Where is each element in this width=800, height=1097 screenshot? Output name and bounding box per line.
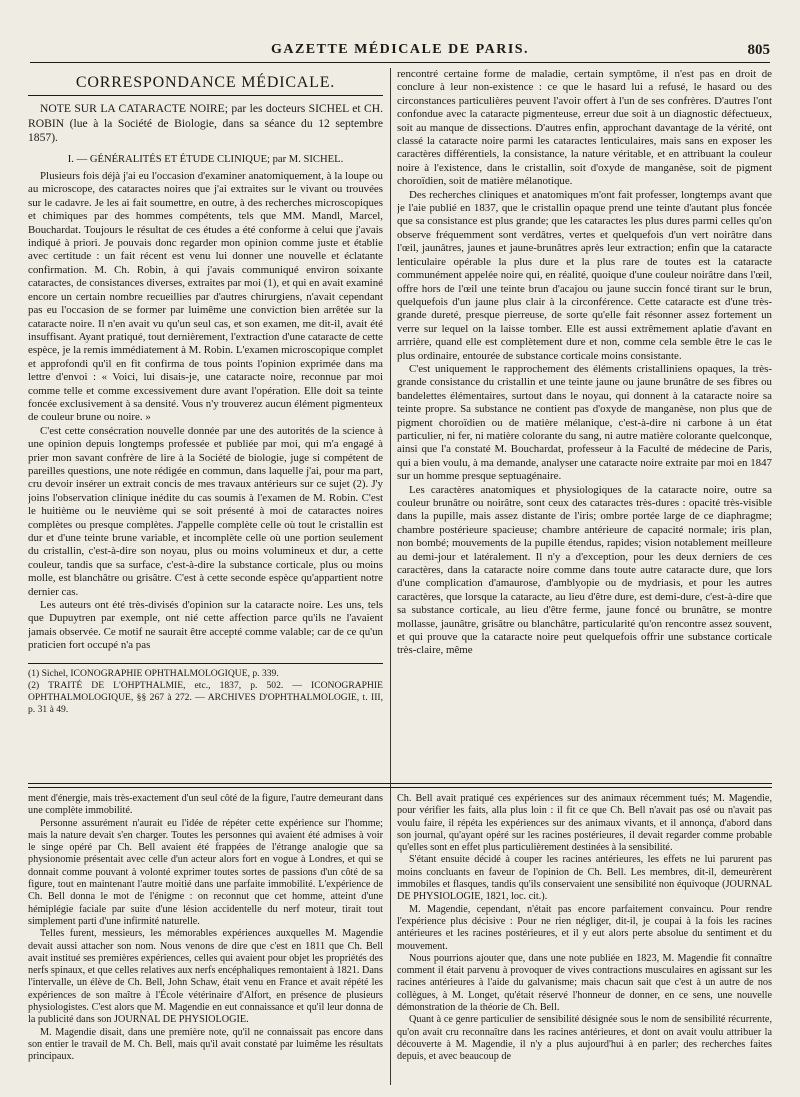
footnote: (2) TRAITÉ DE L'OHPTHALMIE, etc., 1837, p. 502. — ICONOGRAPHIE OPHTHALMOLOGIQUE, §§ 267 à 272. — ARCHIVES D'OPHTHALMOLOGIE, t. III, p. 31 à 49. xyxy=(28,679,383,715)
subheading: I. — GÉNÉRALITÉS ET ÉTUDE CLINIQUE; par M. SICHEL. xyxy=(67,153,344,165)
paragraph: ment d'énergie, mais très-exactement d'un seul côté de la figure, l'autre demeurant dans une complète immobilité. xyxy=(28,793,383,817)
paragraph: rencontré certaine forme de maladie, certain symptôme, il n'est pas en droit de conclure à leur non-existence : ce que le hasard lui a refusé, le hasard ou des circonstances particulières peuvent l'avoir offert à l'un de ses confrères. D'autres l'ont confondue avec la cataracte pigmenteuse, erreur due soit à un diagnostic défectueux, soit au manque de dissections. D'autres enfin, approchant davantage de la vérité, ont classé la cataracte noire parmi les cataractes lenticulaires, mais sans en exposer les caractères différentiels, la consistance, la nature véritable, et en attribuant la couleur noire à l'existence, dans le cristallin, soit d'oxyde de manganèse, soit de pigment choroïdien, soit de matière mélanotique. xyxy=(397,68,772,188)
page-number: 805 xyxy=(747,42,770,58)
section-divider xyxy=(28,783,772,788)
paragraph: Les caractères anatomiques et physiologiques de la cataracte noire, outre sa couleur brunâtre ou noirâtre, sont ceux des cataractes très-dures : opacité très-visible dans la pupille, mais assez distante de l'iris; ombre portée large de ce diaphragme; chambre postérieure spacieuse; chambre antérieure de capacité normale; iris plan, non bombé; mouvements de la pupille étendus, rapides; vision notablement meilleure au demi-jour et latéralement. Il n'y a d'exception, pour les deux derniers de ces caractères, dans la cataracte noire comme dans toute autre cataracte dure, que lors d'une complication d'amaurose, d'amblyopie ou de mydriasis, et pour les autres caractères, que lorsque la cataracte, au lieu d'être dure, est demi-dure, c'est-à-dire que sa substance corticale, au lieu d'être ferme, jaune foncé ou brunâtre, se montre mollasse, jaunâtre, grisâtre ou blanchâtre, particularité qu'on rencontre assez souvent, et qui prouve que la cataracte noire peut quelquefois offrir une substance corticale très-claire, même xyxy=(397,483,772,657)
lower-article-left-column xyxy=(28,793,383,1085)
article-left-column xyxy=(28,68,383,768)
paragraph: Quant à ce genre particulier de sensibilité désignée sous le nom de sensibilité récurrente, qu'on avait cru reconnaître dans les racines antérieures, et dont on avait voulu attribuer la découverte à M. Magendie, il n'y a plus aujourd'hui à en parler; des recherches faites depuis, et avec beaucoup de xyxy=(397,1014,772,1063)
paragraph: Les auteurs ont été très-divisés d'opinion sur la cataracte noire. Les uns, tels que Dupuytren par exemple, ont nié cette affection parce qu'ils ne l'avaient jamais observée. Ce motif ne saurait être accepté comme valable; car de ce qu'un praticien fort occupé n'a pas xyxy=(28,599,383,652)
column-divider xyxy=(390,68,391,1085)
footnotes xyxy=(28,663,383,716)
paragraph: C'est uniquement le rapprochement des éléments cristalliniens opaques, la très-grande consistance du cristallin et une teinte jaune ou jaune brunâtre de ses fibres ou bandelettes élémentaires, surtout dans le noyau, qui donnent à la cataracte noire sa teinte propre. Sa substance ne contient pas d'oxyde de manganèse, non plus que de pigment choroïdien ou de matière mélanique, c'est-à-dire ni carbone à un état particulier, ni fer, ni matière colorante du sang, ni autre matière colorante quelconque, ainsi que l'a constaté M. Bouchardat, professeur à la Faculté de médecine de Paris, qui a bien voulu, à ma demande, analyser une cataracte noire extraite par moi en 1847 sur un homme presque septuagénaire. xyxy=(397,362,772,483)
journal-title: GAZETTE MÉDICALE DE PARIS. xyxy=(270,42,530,57)
running-head xyxy=(30,40,770,63)
paragraph: M. Magendie, cependant, n'était pas encore parfaitement convaincu. Pour rendre l'expérience plus décisive : Pour ne rien négliger, dit-il, je coupai à la fois les racines antérieures et les racines postérieures, et il y eut alors perte absolue du sentiment et du mouvement. xyxy=(397,903,772,952)
article-right-column xyxy=(397,68,772,788)
paragraph: Personne assurément n'aurait eu l'idée de répéter cette expérience sur l'homme; mais la nature devait s'en charger. Toutes les personnes qui avaient été admises à voir le singe opéré par Ch. Bell avaient été frappées de l'étrange analogie que sa physionomie présentait avec celle d'un acteur alors fort en vogue à Londres, et qui se donnait comme pouvant à volonté exprimer toutes sortes de passions d'un côté de sa figure, tout en maintenant l'autre moitié dans une parfaite immobilité. L'expérience de Ch. Bell donna le mot de l'énigme : on reconnut que cet homme, atteint d'une hémiplégie faciale par suite d'une lésion accidentelle du nerf moteur, tirait tout simplement parti d'une infirmité naturelle. xyxy=(28,817,383,927)
paragraph: M. Magendie disait, dans une première note, qu'il ne connaissait pas encore dans son entier le travail de M. Ch. Bell, mais qu'il avait constaté par luimême les résultats principaux. xyxy=(28,1026,383,1063)
paragraph: Des recherches cliniques et anatomiques m'ont fait professer, longtemps avant que je l'aie publié en 1837, que le cristallin opaque prend une teinte d'autant plus foncée que sa consistance est plus grande; que les cataractes les plus dures parmi celles qu'on observe fréquemment sont verdâtres, vertes et quelquefois d'un vert noirâtre dans l'œil, jaunâtres, jaunes et jaune-brunâtres après leur extraction; enfin que la cataracte lenticulaire opérable la plus dure et la plus rare de toutes est la cataracte communément appelée noire qui, en réalité, quoique d'une couleur noirâtre dans l'œil, offre hors de l'œil une teinte brun d'acajou ou jaune succin foncé tirant sur le brun, quelquefois d'un jaune plus clair à la circonférence. Cette cataracte est d'une très-grande dureté, presque pierreuse, de sorte qu'elle fait résonner assez fortement un verre sur lequel on la laisse tomber. Elle est aussi extrêmement aplatie d'avant en arrrière, quand elle est complètement dure et non, comme cela semble être le cas le plus ordinaire, entourée de substance corticale moins consistante. xyxy=(397,188,772,362)
section-title: CORRESPONDANCE MÉDICALE. xyxy=(28,76,383,96)
paragraph: Nous pourrions ajouter que, dans une note publiée en 1823, M. Magendie fit connaître comment il était parvenu à provoquer de vives contractions musculaires en agissant sur les racines antérieures à l'aide du galvanisme; mais chacun sait que c'est à un autre de nos collègues, à M. Longet, qu'était réservé l'honneur de donner, en ce sens, une nouvelle démonstration de la théorie de Ch. Bell. xyxy=(397,952,772,1014)
paragraph: Telles furent, messieurs, les mémorables expériences auxquelles M. Magendie devait aussi attacher son nom. Nous venons de dire que c'est en 1811 que Ch. Bell avait institué ses premières expériences, celles qui avaient pour objet les propriétés des nerfs spinaux, et que celles relatives aux nerfs encéphaliques remontaient à 1821. Dans l'intervalle, un élève de Ch. Bell, John Schaw, était venu en France et avait répété les expériences de son maître à l'École vétérinaire d'Alfort, en présence de plusieurs physiologistes. C'est alors que M. Magendie en eut connaissance et qu'il leur donna de la publicité dans son JOURNAL DE PHYSIOLOGIE. xyxy=(28,928,383,1026)
paragraph: Plusieurs fois déjà j'ai eu l'occasion d'examiner anatomiquement, à la loupe ou au microscope, des cataractes noires que j'ai extraites sur le vivant ou trouvées sur le cadavre. Je les ai fait soumettre, en outre, à des recherches microscopiques et chimiques par des hommes compétents, tels que MM. Mandl, Marcel, Bouchardat. Toujours le résultat de ces études a été conforme à celui que j'avais indiqué à priori. Je pouvais donc regarder mon opinion comme juste et établie avec certitude : un fait récent est venu lui donner une nouvelle et éclatante confirmation. M. Ch. Robin, à qui j'avais communiqué environ soixante cataractes, de consistances diverses, extraites par moi (1), et qui en avait examiné encore un certain nombre recueillies par d'autres chirurgiens, n'avait cependant pas eu l'occasion de se former par luimême une conviction bien arrêtée sur la cataracte noire. Il n'en avait vu qu'un seul cas, et son examen, me dit-il, avait été insuffisant. Ayant pratiqué, tout dernièrement, l'extraction d'une cataracte de cette espèce, je la remis immédiatement à M. Robin. L'examen microscopique complet et approfondi qu'il en fit confirma de tous points l'opinion exprimée dans ma lettre d'envoi : « Voici, lui disais-je, une cataracte noire, reconnue par moi comme telle et comme excessivement dure avant l'opération. Elle doit sa teinte foncée exclusivement à sa densité. Vous n'y trouverez aucun élément pigmenteux de couleur brune ou noire. » xyxy=(28,170,383,424)
lower-article-right-column xyxy=(397,793,772,1085)
paragraph: Ch. Bell avait pratiqué ces expériences sur des animaux récemment tués; M. Magendie, pour vérifier les faits, alla plus loin : il fit ce que Ch. Bell n'avait pas osé ou n'avait pas voulu faire, il répéta les expériences sur des animaux vivants, et il annonça, d'abord dans son journal, qu'ayant opéré sur les racines postérieures, il devait regarder comme probable qu'elles sont en effet plus particulièrement destinées à la sensibilité. xyxy=(397,793,772,854)
note-title: NOTE SUR LA CATARACTE NOIRE; par les docteurs SICHEL et CH. ROBIN (lue à la Société de Biologie, dans sa séance du 12 septembre 1857). xyxy=(28,102,383,145)
footnote: (1) Sichel, ICONOGRAPHIE OPHTHALMOLOGIQUE, p. 339. xyxy=(28,667,279,679)
paragraph: S'étant ensuite décidé à couper les racines antérieures, les effets ne lui parurent pas moins concluants en faveur de l'opinion de Ch. Bell. Les membres, dit-il, demeurèrent immobiles et flasques, tandis qu'ils conservaient une sensibilité non équivoque (JOURNAL DE PHYSIOLOGIE, 1821, loc. cit.). xyxy=(397,854,772,903)
paragraph: C'est cette consécration nouvelle donnée par une des autorités de la science à une opinion depuis longtemps professée et publiée par moi, qui m'a engagé à prier mon savant confrère de lire à la Société de biologie, juge si compétent de pareilles questions, une note rédigée en commun, dans laquelle j'ai, pour ma part, cru devoir insérer un extrait concis de mes travaux antérieurs sur ce sujet (2). J'y joins l'observation clinique inédite du cas soumis à l'examen de M. Robin. C'est le huitième ou le neuvième qui se soit présenté à moi de cataractes noires complètes ou presque complètes. J'appelle complète celle où tout le cristallin est dur et d'une teinte brune variable, et incomplète celle où une portion seulement du cristallin, c'est-à-dire son noyau, plus ou moins volumineux et dur, a cette couleur, tandis que sa surface, c'est-à-dire la substance corticale, plus ou moins molle, est blanchâtre ou grisâtre. C'est à cette seconde espèce qu'appartient notre dernier cas. xyxy=(28,424,383,598)
